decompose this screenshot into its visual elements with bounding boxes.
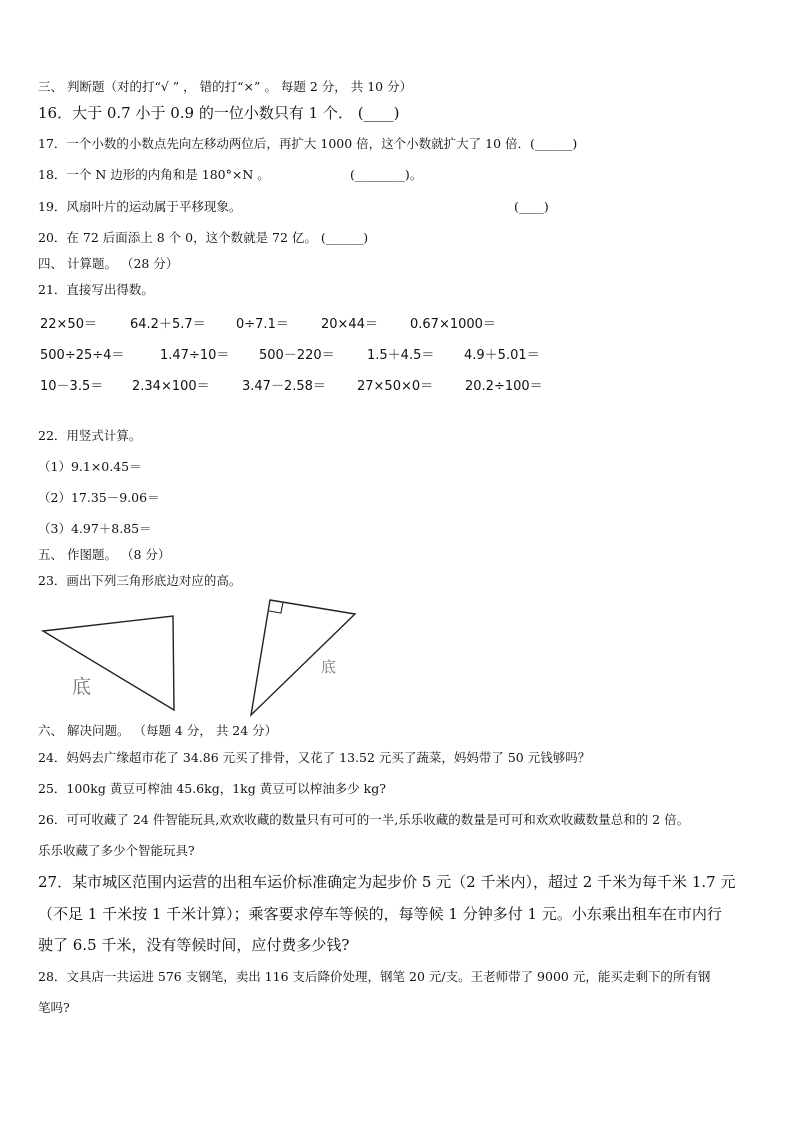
triangle-1-base-label: 底 [72,676,92,698]
calc-item: 1.47÷10＝ [160,348,230,363]
question-17: 17．一个小数的小数点先向左移动两位后，再扩大 1000 倍，这个小数就扩大了 10 倍．(______) [38,136,578,151]
question-27-cont-1: （不足 1 千米按 1 千米计算）；乘客要求停车等候的，每等候 1 分钟多付 1 元。小东乘出租车在市内行 [38,905,722,923]
calc-item: 20×44＝ [321,317,378,332]
calc-item: 64.2＋5.7＝ [130,317,206,332]
question-22: 22．用竖式计算。 [38,428,142,443]
calc-item: 10－3.5＝ [40,379,104,394]
question-22-part-3: （3）4.97＋8.85＝ [38,521,152,536]
question-19-blank: (____) [514,199,549,214]
triangle-2-base-label: 底 [321,658,337,676]
question-19: 19．风扇叶片的运动属于平移现象。 [38,199,242,214]
triangle-figure-2 [245,595,365,720]
question-25: 25．100kg 黄豆可榨油 45.6kg，1kg 黄豆可以榨油多少 kg? [38,781,386,796]
triangle-figure-1 [38,610,188,715]
calc-item: 0÷7.1＝ [236,317,289,332]
calc-item: 3.47－2.58＝ [242,379,326,394]
question-21: 21．直接写出得数。 [38,282,154,297]
calc-item: 0.67×1000＝ [410,317,496,332]
question-20: 20．在 72 后面添上 8 个 0，这个数就是 72 亿。 (______) [38,230,369,245]
question-18-blank: (________)。 [350,167,423,182]
calc-item: 500－220＝ [259,348,335,363]
question-22-part-1: （1）9.1×0.45＝ [38,459,142,474]
calc-item: 500÷25÷4＝ [40,348,125,363]
question-27: 27．某市城区范围内运营的出租车运价标准确定为起步价 5 元（2 千米内），超过 2 千米为每千米 1.7 元 [38,873,736,891]
calc-item: 27×50×0＝ [357,379,434,394]
calc-item: 1.5＋4.5＝ [367,348,435,363]
question-23: 23．画出下列三角形底边对应的高。 [38,573,242,588]
calc-item: 2.34×100＝ [132,379,210,394]
section-3-heading: 三、 判断题（对的打“√ ” ， 错的打“×” 。 每题 2 分， 共 10 分） [38,79,413,94]
question-22-part-2: （2）17.35－9.06＝ [38,490,160,505]
question-18: 18．一个 N 边形的内角和是 180°×N 。 [38,167,270,182]
question-26-cont: 乐乐收藏了多少个智能玩具? [38,843,195,858]
calc-item: 4.9＋5.01＝ [464,348,540,363]
question-26: 26．可可收藏了 24 件智能玩具,欢欢收藏的数量只有可可的一半,乐乐收藏的数量是可可和欢欢收藏数量总和的 2 倍。 [38,812,690,827]
question-27-cont-2: 驶了 6.5 千米，没有等候时间，应付费多少钱? [38,936,350,954]
question-28-cont: 笔吗? [38,1000,70,1015]
question-24: 24．妈妈去广缘超市花了 34.86 元买了排骨，又花了 13.52 元买了蔬菜，妈妈带了 50 元钱够吗？ [38,750,591,765]
calc-item: 20.2÷100＝ [465,379,543,394]
question-28: 28．文具店一共运进 576 支钢笔，卖出 116 支后降价处理，钢笔 20 元/支。王老师带了 9000 元，能买走剩下的所有钢 [38,969,711,984]
question-16: 16．大于 0.7 小于 0.9 的一位小数只有 1 个． (____) [38,104,400,122]
calc-item: 22×50＝ [40,317,97,332]
section-6-heading: 六、 解决问题。 （每题 4 分， 共 24 分） [38,723,278,738]
section-4-heading: 四、 计算题。 （28 分） [38,256,179,271]
section-5-heading: 五、 作图题。 （8 分） [38,547,171,562]
